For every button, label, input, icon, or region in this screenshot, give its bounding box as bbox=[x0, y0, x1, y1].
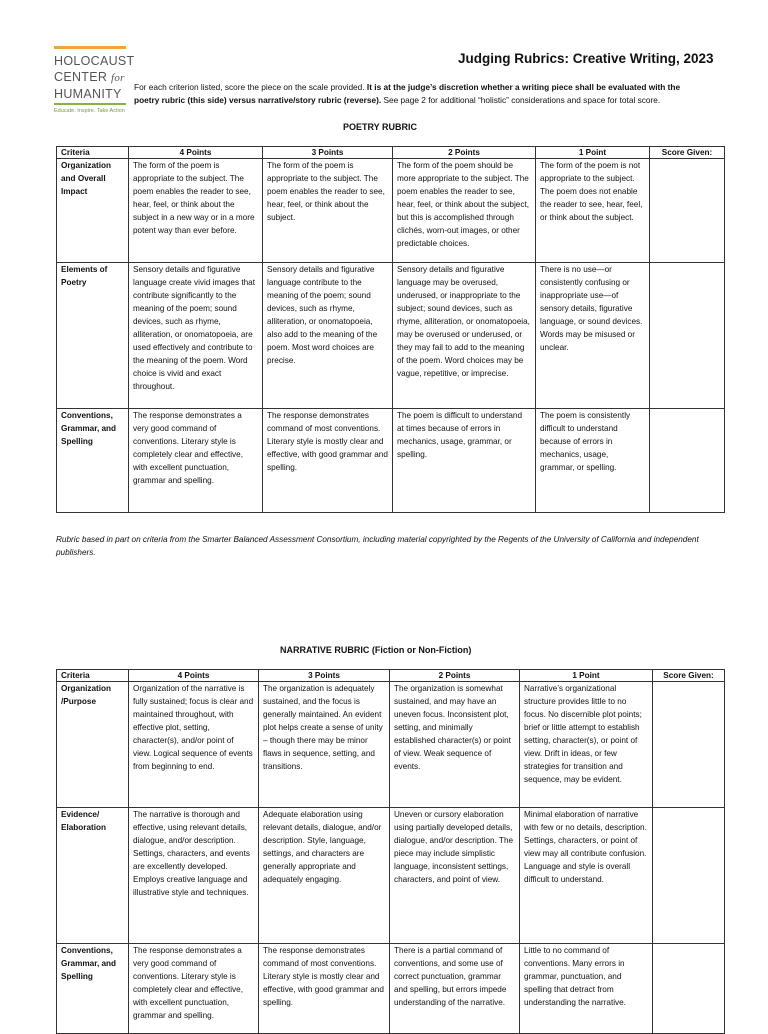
criteria-cell: Conventions, Grammar, and Spelling bbox=[57, 944, 129, 1034]
header-criteria: Criteria bbox=[57, 147, 129, 159]
intro-paragraph: For each criterion listed, score the piece on the scale provided. It is at the judge’s discretion whether a writing piece shall be evaluated with the poetry rubric (this side) versus narrative/story rubric (reverse). See page 2 for additional “holistic” considerations and space for total score. bbox=[134, 82, 681, 105]
score-given-cell[interactable] bbox=[650, 159, 725, 263]
table-row bbox=[57, 944, 725, 1034]
header-2-points: 2 Points bbox=[390, 670, 520, 682]
narrative-rubric-table bbox=[56, 669, 725, 1034]
header-4-points: 4 Points bbox=[129, 670, 259, 682]
points-1-cell: The form of the poem is not appropriate to the subject. The poem does not enable the reader to see, hear, feel, or think about the subject. bbox=[536, 159, 650, 263]
document-title: Judging Rubrics: Creative Writing, 2023 bbox=[458, 51, 714, 66]
points-3-cell: The organization is adequately sustained, and the focus is generally maintained. An evident plot helps create a sense of unity – though there may be minor flaws in sequence, setting, and transitions. bbox=[259, 682, 390, 808]
criteria-cell: Organization and Overall Impact bbox=[57, 159, 129, 263]
score-given-cell[interactable] bbox=[650, 263, 725, 409]
header-1-point: 1 Point bbox=[520, 670, 653, 682]
points-1-cell: Minimal elaboration of narrative with few or no details, description. Settings, characters, or point of view may all contribute confusion. Language and style is overall difficult to understand. bbox=[520, 808, 653, 944]
points-4-cell: Organization of the narrative is fully sustained; focus is clear and maintained throughout, with effective plot, setting, character(s), and/or point of view. Logical sequence of events from beginning to end. bbox=[129, 682, 259, 808]
points-3-cell: The response demonstrates command of most conventions. Literary style is mostly clear and effective, with good grammar and spelling. bbox=[259, 944, 390, 1034]
header-score-given: Score Given: bbox=[653, 670, 725, 682]
criteria-cell: Organization /Purpose bbox=[57, 682, 129, 808]
points-4-cell: The response demonstrates a very good command of conventions. Literary style is completely clear and effective, with excellent punctuation, grammar and spelling. bbox=[129, 409, 263, 513]
criteria-cell: Evidence/ Elaboration bbox=[57, 808, 129, 944]
header-3-points: 3 Points bbox=[259, 670, 390, 682]
points-3-cell: Adequate elaboration using relevant details, dialogue, and/or description. Style, language, settings, and characters are generally appropriate and adequately engaging. bbox=[259, 808, 390, 944]
score-given-cell[interactable] bbox=[653, 682, 725, 808]
logo-underline bbox=[54, 103, 126, 105]
criteria-cell: Conventions, Grammar, and Spelling bbox=[57, 409, 129, 513]
points-2-cell: The form of the poem should be more appropriate to the subject. The poem enables the reader to see, hear, feel, or think about the subject, but this is accomplished through clichés, worn-out images, or other predictable choices. bbox=[393, 159, 536, 263]
logo-line-1: HOLOCAUST bbox=[54, 54, 135, 68]
points-2-cell: Sensory details and figurative language may be overused, underused, or inappropriate to the subject; sound devices, such as rhyme, alliteration, or onomatopoeia, may be overused or underused, or they may fail to add to the meaning of the poem. Word choices may be vague, repetitive, or imprecise. bbox=[393, 263, 536, 409]
table-row bbox=[57, 263, 725, 409]
rubric-source-note: Rubric based in part on criteria from the Smarter Balanced Assessment Consortium, including material copyrighted by the Regents of the University of California and independent publishers. bbox=[56, 535, 699, 557]
points-2-cell: Uneven or cursory elaboration using partially developed details, dialogue, and/or description. The piece may include simplistic language, inconsistent settings, characters, and point of view. bbox=[390, 808, 520, 944]
points-1-cell: Little to no command of conventions. Many errors in grammar, punctuation, and spelling that detract from understanding the narrative. bbox=[520, 944, 653, 1034]
header-score-given: Score Given: bbox=[650, 147, 725, 159]
table-row bbox=[57, 409, 725, 513]
points-1-cell: Narrative’s organizational structure provides little to no focus. No discernible plot points; brief or little attempt to establish setting, character(s), or point of view. Drift in ideas, or few strategies for transition and sequence, may be evident. bbox=[520, 682, 653, 808]
points-4-cell: The form of the poem is appropriate to the subject. The poem enables the reader to see, hear, feel, or think about the subject in a new way or in a more potent way than ever before. bbox=[129, 159, 263, 263]
table-header-row bbox=[57, 147, 725, 159]
points-2-cell: The organization is somewhat sustained, and may have an uneven focus. Inconsistent plot, setting, and minimally established character(s) or point of view. Weak sequence of events. bbox=[390, 682, 520, 808]
header-3-points: 3 Points bbox=[263, 147, 393, 159]
logo-tagline: Educate. Inspire. Take Action bbox=[54, 108, 125, 114]
logo-accent-bar bbox=[54, 46, 126, 49]
points-4-cell: The response demonstrates a very good command of conventions. Literary style is completely clear and effective, with excellent punctuation, grammar and spelling. bbox=[129, 944, 259, 1034]
score-given-cell[interactable] bbox=[653, 944, 725, 1034]
points-1-cell: The poem is consistently difficult to understand because of errors in mechanics, usage, grammar, or spelling. bbox=[536, 409, 650, 513]
points-4-cell: Sensory details and figurative language create vivid images that contribute significantly to the meaning of the poem; sound devices, such as rhyme, alliteration, or onomatopoeia, are used effectively and contribute to the meaning of the poem. Word choice is vivid and exact throughout. bbox=[129, 263, 263, 409]
logo-line-3: HUMANITY bbox=[54, 87, 122, 101]
narrative-rubric-title: NARRATIVE RUBRIC (Fiction or Non-Fiction) bbox=[280, 645, 472, 655]
logo-line-2: CENTER for bbox=[54, 70, 125, 84]
table-header-row bbox=[57, 670, 725, 682]
header-2-points: 2 Points bbox=[393, 147, 536, 159]
header-4-points: 4 Points bbox=[129, 147, 263, 159]
score-given-cell[interactable] bbox=[653, 808, 725, 944]
table-row bbox=[57, 159, 725, 263]
header-criteria: Criteria bbox=[57, 670, 129, 682]
table-row bbox=[57, 808, 725, 944]
poetry-rubric-table bbox=[56, 146, 725, 513]
poetry-rubric-title: POETRY RUBRIC bbox=[343, 122, 418, 132]
points-4-cell: The narrative is thorough and effective, using relevant details, dialogue, and/or description. Settings, characters, and events are excellently developed. Employs creative language and illustrative style and techniques. bbox=[129, 808, 259, 944]
points-3-cell: Sensory details and figurative language contribute to the meaning of the poem; sound devices, such as rhyme, alliteration, or onomatopoeia, also add to the meaning of the poem. Most word choices are precise. bbox=[263, 263, 393, 409]
points-2-cell: There is a partial command of conventions, and some use of correct punctuation, grammar and spelling, but errors impede understanding of the narrative. bbox=[390, 944, 520, 1034]
organization-logo bbox=[54, 46, 135, 114]
header-1-point: 1 Point bbox=[536, 147, 650, 159]
points-2-cell: The poem is difficult to understand at times because of errors in mechanics, usage, grammar, or spelling. bbox=[393, 409, 536, 513]
table-row bbox=[57, 682, 725, 808]
score-given-cell[interactable] bbox=[650, 409, 725, 513]
points-3-cell: The response demonstrates command of most conventions. Literary style is mostly clear and effective, with good grammar and spelling. bbox=[263, 409, 393, 513]
points-1-cell: There is no use—or consistently confusing or inappropriate use—of sensory details, figurative language, or sound devices. Words may be misused or unclear. bbox=[536, 263, 650, 409]
points-3-cell: The form of the poem is appropriate to the subject. The poem enables the reader to see, hear, feel, or think about the subject. bbox=[263, 159, 393, 263]
criteria-cell: Elements of Poetry bbox=[57, 263, 129, 409]
